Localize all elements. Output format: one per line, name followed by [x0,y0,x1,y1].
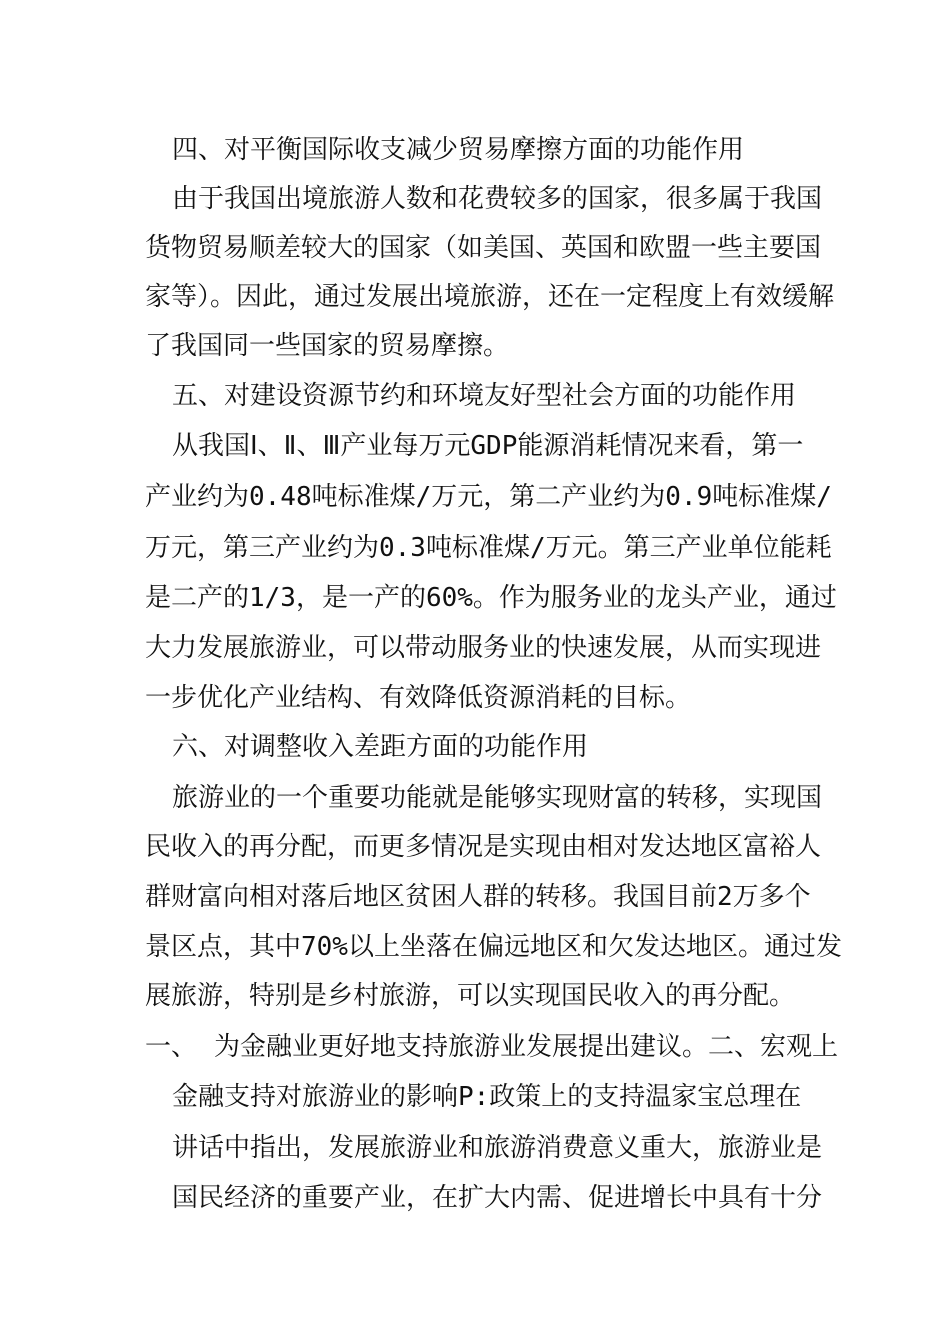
paragraph-5-line-3: 万元，第三产业约为0.3吨标准煤/万元。第三产业单位能耗 [145,533,832,563]
paragraph-6-line-3: 群财富向相对落后地区贫困人群的转移。我国目前2万多个 [145,882,811,912]
heading-section-6: 六、对调整收入差距方面的功能作用 [172,732,589,762]
heading-section-5: 五、对建设资源节约和环境友好型社会方面的功能作用 [172,381,797,411]
paragraph-6-line-4: 景区点，其中70%以上坐落在偏远地区和欠发达地区。通过发 [145,932,842,962]
list-item-line-3: 讲话中指出，发展旅游业和旅游消费意义重大，旅游业是 [172,1133,823,1163]
paragraph-6-line-5: 展旅游，特别是乡村旅游，可以实现国民收入的再分配。 [145,981,796,1011]
paragraph-6-line-2: 民收入的再分配，而更多情况是实现由相对发达地区富裕人 [145,832,822,862]
paragraph-4-line-2: 货物贸易顺差较大的国家（如美国、英国和欧盟一些主要国 [145,233,822,263]
list-item-line-2: 金融支持对旅游业的影响P:政策上的支持温家宝总理在 [172,1082,802,1112]
paragraph-6-line-1: 旅游业的一个重要功能就是能够实现财富的转移，实现国 [172,783,823,813]
paragraph-4-line-4: 了我国同一些国家的贸易摩擦。 [145,331,510,361]
list-item-marker: 一、 [145,1032,198,1062]
paragraph-5-line-2: 产业约为0.48吨标准煤/万元，第二产业约为0.9吨标准煤/ [145,482,832,512]
paragraph-5-line-6: 一步优化产业结构、有效降低资源消耗的目标。 [145,683,692,713]
heading-section-4: 四、对平衡国际收支减少贸易摩擦方面的功能作用 [172,135,745,165]
list-item-line-4: 国民经济的重要产业，在扩大内需、促进增长中具有十分 [172,1183,823,1213]
paragraph-5-line-5: 大力发展旅游业，可以带动服务业的快速发展，从而实现进 [145,633,822,663]
paragraph-5-line-1: 从我国Ⅰ、Ⅱ、Ⅲ产业每万元GDP能源消耗情况来看，第一 [172,431,804,461]
paragraph-4-line-1: 由于我国出境旅游人数和花费较多的国家，很多属于我国 [172,184,823,214]
list-item-first-line: 为金融业更好地支持旅游业发展提出建议。二、宏观上 [214,1032,839,1062]
paragraph-4-line-3: 家等）。因此，通过发展出境旅游，还在一定程度上有效缓解 [145,282,835,312]
paragraph-5-line-4: 是二产的1/3，是一产的60%。作为服务业的龙头产业，通过 [145,583,837,613]
